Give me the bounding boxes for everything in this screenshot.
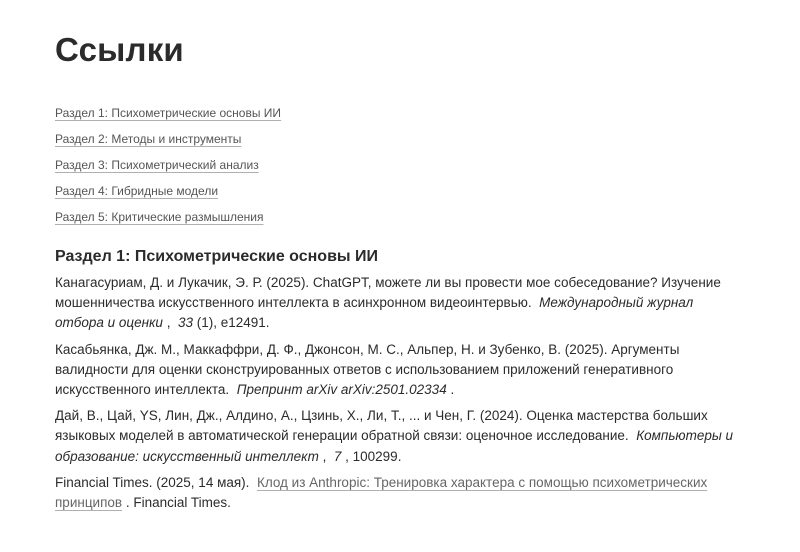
toc-item (55, 156, 281, 182)
toc-item (55, 130, 281, 156)
reference-entry (55, 340, 735, 401)
section-heading: Раздел 1: Психометрические основы ИИ (55, 248, 379, 265)
reference-details: , 100299. (341, 448, 402, 464)
reference-authors: Канагасуриам, Д. и Лукачик, Э. Р. (2025). ChatGPT, можете ли вы провести мое собеседование? Изучение мошенничества искусственного интеллекта в асинхронном видеоинтервью. (55, 275, 721, 311)
reference-entry (55, 273, 735, 334)
page-title: Ссылки (55, 31, 184, 68)
toc-item (55, 182, 281, 208)
toc-item (55, 208, 281, 234)
reference-separator: , (162, 315, 171, 331)
toc-item (55, 104, 281, 130)
toc-link-section-1[interactable]: Раздел 1: Психометрические основы ИИ (55, 106, 282, 120)
reference-details: (1), e12491. (193, 315, 270, 331)
toc-link-section-5[interactable]: Раздел 5: Критические размышления (55, 210, 264, 224)
table-of-contents (55, 104, 281, 234)
reference-entry (55, 473, 735, 513)
toc-link-section-3[interactable]: Раздел 3: Психометрический анализ (55, 158, 259, 172)
toc-link-section-4[interactable]: Раздел 4: Гибридные модели (55, 184, 219, 198)
reference-journal: Компьютеры и образование: искусственный интеллект (55, 428, 734, 464)
reference-separator: , (318, 448, 327, 464)
reference-authors: Дай, В., Цай, YS, Лин, Дж., Алдино, А., Цзинь, Х., Ли, Т., ... и Чен, Г. (2024). Оценка мастерства больших языковых моделей в автоматической генерации обратной связи: оценочное исследование. (55, 408, 708, 444)
reference-entry (55, 406, 735, 467)
reference-journal: Препринт arXiv arXiv:2501.02334 (236, 382, 447, 398)
reference-list (55, 273, 735, 519)
reference-link[interactable]: Клод из Anthropic: Тренировка характера с помощью психометрических принципов (55, 474, 708, 511)
reference-details: . Financial Times. (122, 495, 231, 511)
reference-volume: 7 (333, 448, 342, 464)
reference-authors: Financial Times. (2025, 14 мая). (55, 474, 250, 490)
toc-link-section-2[interactable]: Раздел 2: Методы и инструменты (55, 132, 242, 146)
reference-details: . (446, 382, 455, 398)
reference-volume: 33 (177, 315, 193, 331)
reference-journal: Международный журнал отбора и оценки (55, 295, 694, 331)
reference-authors: Касабьянка, Дж. М., Маккаффри, Д. Ф., Джонсон, М. С., Альпер, Н. и Зубенко, В. (2025). Аргументы валидности для оценки сконструированных ответов с использованием приложений генеративного искусственного интеллекта. (55, 341, 680, 398)
